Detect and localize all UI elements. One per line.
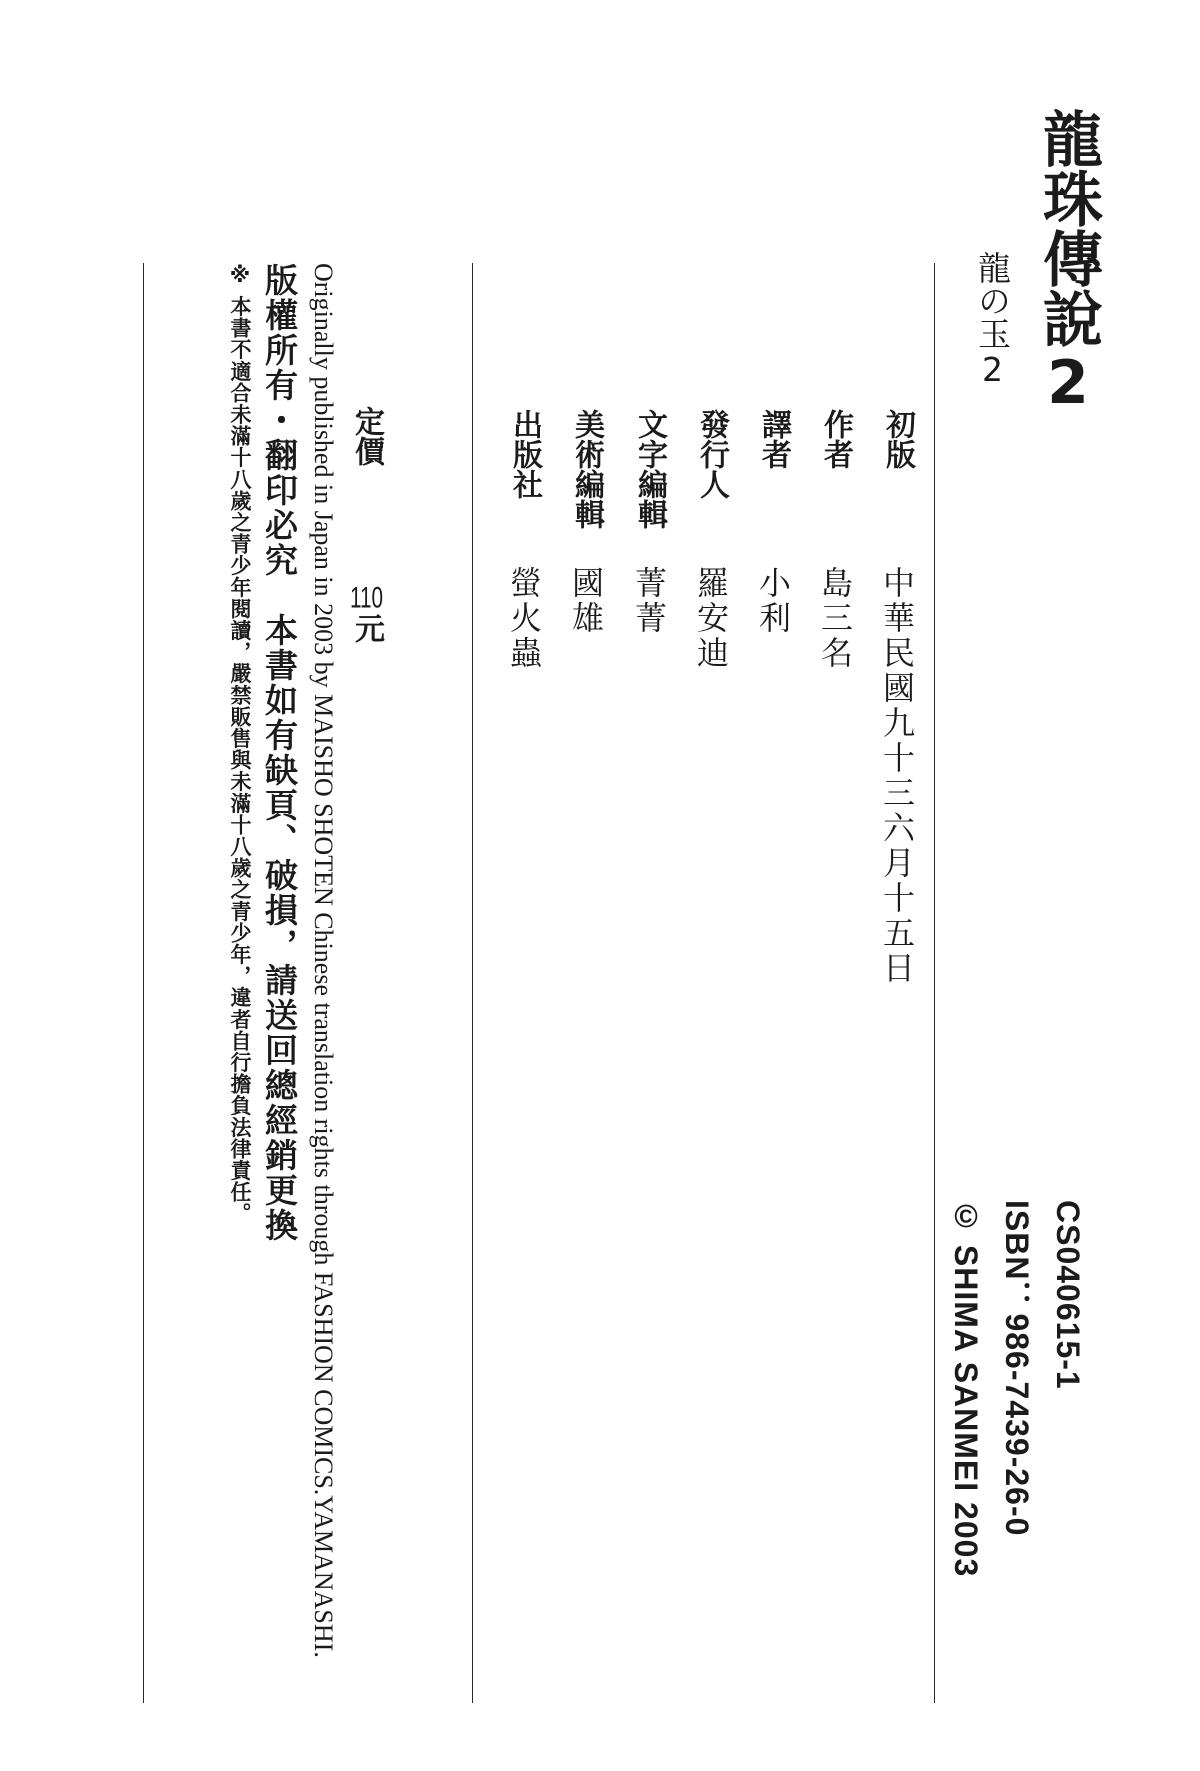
book-title: 龍珠傳說2: [1033, 108, 1103, 418]
colophon-value: 國雄: [568, 566, 604, 636]
catalog-code: CS040615-1: [1050, 1200, 1086, 1390]
colophon-row-text-editor: [631, 0, 667, 1771]
copyright-line: © SHIMA SANMEI 2003: [948, 1198, 984, 1578]
colophon-row-publisher: [506, 0, 542, 1771]
age-restriction-notice: ※ 本書不適合未滿十八歲之青少年閱讀，嚴禁販售與未滿十八歲之青少年，違者自行擔負法律責任。: [228, 263, 252, 1225]
colophon-value: 羅安迪: [693, 566, 729, 671]
price-value: [348, 583, 384, 643]
colophon-value: 螢火蟲: [506, 566, 542, 671]
divider-rule-middle: [472, 263, 473, 1703]
colophon-label: 譯者: [756, 409, 791, 469]
divider-rule-left: [143, 263, 144, 1703]
colophon-row-edition: [879, 0, 915, 1771]
price-row: [348, 0, 384, 1771]
price-label: 定價: [349, 406, 384, 466]
isbn-code: ISBN：986-7439-26-0: [999, 1200, 1035, 1537]
colophon-label: 出版社: [507, 409, 542, 499]
colophon-label: 文字編輯: [632, 409, 667, 529]
book-subtitle: 龍の玉2: [973, 251, 1012, 389]
price-amount: 110: [350, 583, 383, 613]
rights-notice: 版權所有・翻印必究 本書如有缺頁、破損，請送回總經銷更換: [260, 263, 299, 1243]
price-unit: 元: [349, 613, 384, 643]
colophon-value: 菁菁: [631, 566, 667, 636]
colophon-label: 美術編輯: [569, 409, 604, 529]
colophon-value: 小利: [755, 566, 791, 636]
colophon-value: 中華民國九十三六月十五日: [879, 566, 915, 986]
colophon-row-issuer: [693, 0, 729, 1771]
colophon-row-translator: [755, 0, 791, 1771]
colophon-value: 島三名: [817, 566, 853, 671]
colophon-row-art-editor: [568, 0, 604, 1771]
colophon-row-author: [817, 0, 853, 1771]
colophon-label: 初版: [880, 409, 915, 469]
colophon-label: 發行人: [694, 409, 729, 499]
divider-rule-right: [934, 263, 935, 1703]
colophon-label: 作者: [818, 409, 853, 469]
original-publication-note: Originally published in Japan in 2003 by MAISHO SHOTEN Chinese translation rights through FASHION COMICS.YAMANASHI.: [309, 263, 338, 1658]
